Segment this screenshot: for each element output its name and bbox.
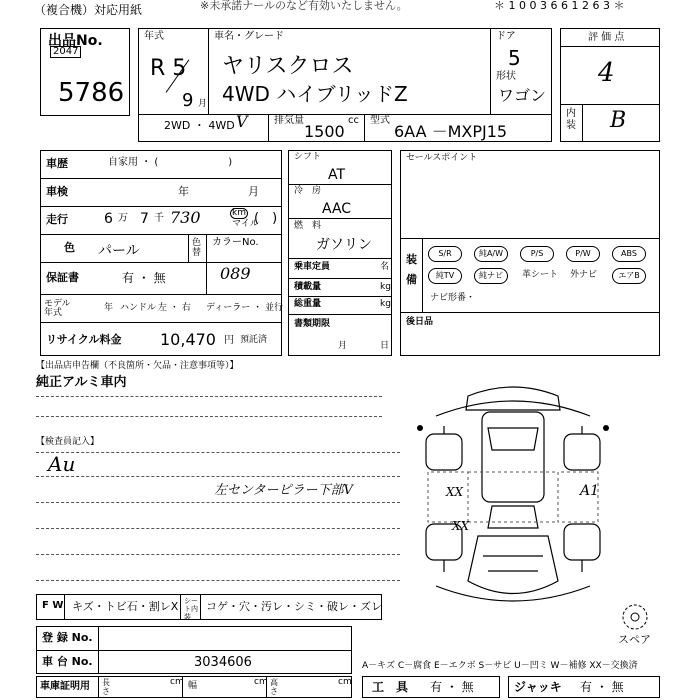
fw-value: キズ・トビ石・割レX: [72, 600, 179, 613]
model-year-unit: 年: [104, 303, 114, 313]
year-month-unit: 月: [198, 99, 208, 109]
sales-point-label: セールスポイント: [406, 153, 478, 163]
model-value: 6AA －MXPJ15: [394, 122, 508, 141]
mileage-label: 走行: [46, 213, 68, 226]
equip-nav: 純ナビ: [474, 268, 508, 284]
equipment-label: 装備: [406, 253, 417, 286]
car-label: 車名・グレード: [214, 31, 284, 42]
fw-label: F W: [42, 600, 64, 611]
lot-sub: 2047: [50, 46, 81, 58]
car-name: ヤリスクロス: [222, 54, 354, 79]
form-note: （複合機）対応用紙: [34, 3, 143, 17]
notes-label: 【出品店申告欄（不良箇所・欠品・注意事項等）】: [36, 361, 239, 371]
shape-label: 形状: [496, 71, 516, 82]
recycle-note: 預託済: [240, 335, 268, 345]
year-month: 9: [182, 90, 194, 111]
retrofit-label: 後日品: [406, 317, 434, 327]
shift-label: シフト: [294, 152, 322, 162]
color-code-label: カラーNo.: [212, 237, 259, 248]
mileage-man-unit: 万: [118, 213, 128, 224]
nav-note: ナビ形番・: [430, 293, 476, 303]
drive-label: 2WD ・ 4WD: [164, 119, 235, 132]
dealer-label: ディーラー ・ 並行: [206, 303, 284, 313]
warranty-label: 保証書: [46, 271, 79, 284]
mark-left-rear: XX: [452, 519, 470, 533]
mileage-paren: ( ): [254, 211, 278, 226]
model-label: 型式: [370, 115, 390, 126]
gross-label: 総重量: [294, 299, 322, 309]
equip-sr: S/R: [428, 246, 462, 262]
inspector-line2: 左センターピラー下部V: [214, 483, 353, 498]
interior-value: B: [610, 108, 627, 133]
tools-value: 有 ・ 無: [430, 680, 474, 694]
displacement-label: 排気量: [274, 115, 304, 126]
jack-value: 有 ・ 無: [580, 680, 624, 694]
spare-label: スペア: [618, 633, 651, 646]
capacity-unit: 名: [380, 262, 390, 272]
shape-value: ワゴン: [498, 86, 547, 105]
door-value: 5: [508, 46, 521, 70]
inspector-line1: Au: [48, 452, 76, 476]
warranty-value: 有 ・ 無: [122, 271, 166, 285]
left-detail-block: [40, 150, 282, 356]
handle-label: ハンドル: [120, 303, 157, 313]
aircon-value: AAC: [322, 201, 352, 217]
seat-value: コゲ・穴・汚レ・シミ・破レ・ズレ: [206, 600, 382, 613]
cert-long-unit: cm: [170, 677, 184, 687]
equip-alloy: 純A/W: [474, 246, 508, 262]
cert-width-unit: cm: [254, 677, 268, 687]
lot-label: 出品No.: [48, 33, 103, 49]
registration-label: 登 録 No.: [42, 631, 93, 644]
door-label: ドア: [496, 31, 516, 42]
inspection-label: 車検: [46, 185, 68, 198]
equip-pw: P/W: [566, 246, 600, 262]
mark-left-front: XX: [446, 485, 464, 499]
load-unit: kg: [380, 282, 391, 292]
equip-abs: ABS: [612, 246, 646, 262]
mark-right-front: A1: [580, 483, 600, 499]
top-fragment: ※未承諾ナールのなど有効いたしません。: [200, 0, 408, 12]
color-label: 色: [64, 241, 75, 254]
history-value: 自家用 ・ ( ): [108, 157, 233, 168]
shift-value: AT: [328, 167, 346, 183]
spare-tire-icon: [620, 600, 650, 634]
mileage-sen-unit: 千: [154, 213, 164, 224]
color-value: パール: [98, 243, 140, 259]
mileage-mile: マイル: [232, 219, 259, 229]
expiry-month: 月: [338, 341, 348, 351]
score-value: 4: [598, 58, 615, 88]
cert-label: 車庫証明用: [40, 681, 90, 692]
fuel-value: ガソリン: [316, 237, 372, 253]
history-label: 車歴: [46, 157, 68, 170]
mileage-km: km: [232, 208, 246, 218]
cert-height: 高さ: [270, 678, 278, 696]
inspection-month-unit: 月: [248, 185, 259, 198]
cert-height-unit: cm: [338, 677, 352, 687]
year-label: 年式: [144, 31, 164, 42]
year-era: R 5: [150, 56, 187, 81]
inspector-label: 【検査員記入】: [36, 437, 100, 447]
fuel-label: 燃 料: [294, 221, 322, 231]
chassis-value: 3034606: [194, 655, 252, 670]
cert-width: 幅: [188, 681, 198, 691]
seat-label: シート内装: [184, 597, 198, 621]
car-grade: 4WD ハイブリッドZ: [222, 82, 408, 106]
interior-label: 内装: [566, 108, 576, 131]
cert-long: 長さ: [102, 678, 110, 696]
tools-label: 工 具: [372, 680, 409, 694]
handle-value: 左 ・ 右: [158, 303, 191, 313]
equip-ext-nav: 外ナビ: [570, 270, 598, 280]
equip-tv: 純TV: [428, 268, 462, 284]
gross-unit: kg: [380, 299, 391, 309]
equip-ps: P/S: [520, 246, 554, 262]
drive-mark: V: [236, 112, 248, 131]
barcode-number: ＊ 1 0 0 3 6 6 1 2 6 3 ＊: [494, 0, 625, 12]
capacity-label: 乗車定員: [294, 262, 331, 272]
model-year-label: モデル年式: [44, 299, 71, 318]
color-change-label: 色替: [192, 238, 202, 258]
mileage-rest: 730: [170, 208, 201, 227]
chassis-label: 車 台 No.: [42, 655, 93, 668]
equip-leather: 革シート: [522, 270, 559, 280]
score-label: 評 価 点: [588, 32, 625, 43]
expiry-day: 日: [380, 341, 390, 351]
load-label: 積載量: [294, 282, 322, 292]
displacement-value: 1500: [304, 122, 345, 141]
damage-legend: A－キズ C－腐食 E－エクボ S－サビ U－凹ミ W－補修 XX－交換済: [362, 661, 638, 671]
recycle-unit: 円: [224, 335, 234, 346]
notes-text: 純正アルミ車内: [36, 375, 127, 390]
aircon-label: 冷 房: [294, 186, 322, 196]
lot-number: 5786: [58, 78, 125, 108]
expiry-label: 書類期限: [294, 319, 331, 329]
recycle-value: 10,470: [160, 330, 216, 349]
inspection-year-unit: 年: [178, 185, 189, 198]
jack-label: ジャッキ: [514, 680, 562, 694]
mileage-sen: 7: [140, 211, 149, 227]
displacement-unit: cc: [348, 115, 359, 126]
mileage-man: 6: [104, 211, 113, 227]
color-code: 089: [220, 264, 251, 283]
equip-airbag: エアB: [612, 268, 646, 284]
recycle-label: リサイクル料金: [46, 333, 122, 346]
